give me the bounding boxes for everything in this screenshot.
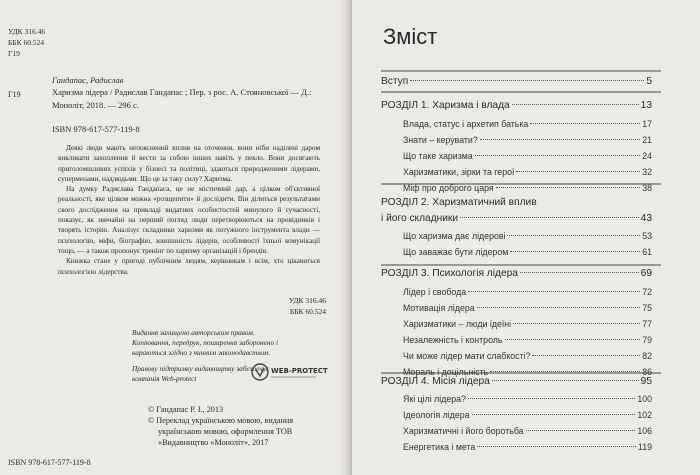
toc-entry-page: 77 [642,319,652,329]
dot-leader [460,217,639,218]
dot-leader [492,380,639,381]
dot-leader [410,80,644,81]
toc-entry-page: 13 [640,100,652,111]
copyright-block [148,404,338,448]
toc-entry[interactable] [403,335,652,345]
toc-entry-page: 102 [637,410,652,420]
abstract-paragraph: Деякі люди мають непояснений вплив на оточення, вони ніби наділені даром викликати захоплення й вести за собою інших навіть у пекло. Вони досягають приголомшливих успіхів у бізнесі та політиці, здаються природженими лідерами, суперменами, надлюдьми. Що це за таку силу? Харизма. [58,144,320,183]
copyright-line: © Гандапас Р. І., 2013 [148,405,224,414]
toc-entry[interactable] [403,231,652,241]
dot-leader [507,235,640,236]
toc-entry-label: Чи може лідер мати слабкості? [403,351,531,361]
dot-leader [513,323,640,324]
toc-entry-page: 69 [640,268,652,279]
toc-entry[interactable] [403,135,652,145]
toc-entry-label: Вступ [381,76,409,87]
toc-entry[interactable] [403,426,652,436]
toc-title: Зміст [383,24,438,49]
toc-entry-page: 86 [642,367,652,377]
toc-entry-label: Незалежність і контроль [403,335,503,345]
toc-entry[interactable] [403,287,652,297]
toc-entry[interactable] [403,247,652,257]
toc-entry-label: Харизматичні і його боротьба [403,426,524,436]
toc-entry-page: 38 [642,183,652,193]
dot-leader [496,187,641,188]
bibliographic-record: Харизма лідера / Радислав Гандапас ; Пер. з рос. А. Стояновської — Д.: Моноліт, 2018. — 296 с. [52,87,312,110]
toc-entry-page: 79 [642,335,652,345]
toc-entry-page: 61 [642,247,652,257]
toc-entry[interactable] [403,351,652,361]
dot-leader [532,355,640,356]
bbk-code: ББК 60.524 [289,307,326,316]
dot-leader [468,291,640,292]
toc-entry-label: Харизматики – люди ідеїні [403,319,512,329]
toc-entry-label: Мотивація лідера [403,303,475,313]
dot-leader [520,272,639,273]
toc-entry-page: 43 [640,213,652,224]
divider [381,70,661,72]
toc-entry[interactable] [403,319,652,329]
toc-entry[interactable] [403,410,652,420]
dot-leader [480,139,640,140]
divider [381,264,661,266]
toc-entry[interactable] [381,197,652,208]
toc-entry-label: Лідер і свобода [403,287,467,297]
toc-entry[interactable] [403,151,652,161]
toc-entry[interactable] [403,167,652,177]
toc-entry[interactable] [403,183,652,193]
udk-block-right [276,295,326,317]
dot-leader [468,398,635,399]
toc-entry-page: 53 [642,231,652,241]
toc-entry-page: 100 [637,394,652,404]
toc-entry-page: 5 [646,76,652,87]
toc-entry-label: Які цілі лідера? [403,394,466,404]
toc-entry[interactable] [381,213,652,224]
toc-entry[interactable] [403,394,652,404]
toc-entry-label: РОЗДІЛ 3. Психологія лідера [381,268,518,279]
toc-entry-label: Енергетика і мета [403,442,476,452]
copyright-warning: Видання захищено авторським правом. Копіювання, передрук, поширення заборонено і караються згідно з чинним законодавством. [132,328,279,357]
toc-entry-label: Знати – керувати? [403,135,478,145]
dot-leader [526,430,636,431]
udk-code: УДК 316.46 [8,27,46,36]
abstract [58,143,320,277]
toc-entry-label: Влада, статус і архетип батька [403,119,529,129]
toc-entry-page: 95 [640,376,652,387]
toc-entry-label: РОЗДІЛ 1. Харизма і влада [381,100,510,111]
dot-leader [516,171,640,172]
author-mark: Г19 [8,49,20,58]
dot-leader [472,414,636,415]
dot-leader [505,339,641,340]
abstract-paragraph: Книжка стане у пригоді публічним людям, керівникам і всім, хто цікавиться психологією лідерства. [58,257,320,276]
toc-entry[interactable] [381,376,652,387]
toc-entry[interactable] [381,100,652,111]
toc-entry-label: Що таке харизма [403,151,473,161]
legal-support-note: Правову підтримку видавництву забезпечує компанія Web-protect [132,364,270,383]
toc-entry-page: 72 [642,287,652,297]
toc-entry[interactable] [403,442,652,452]
author-line: Гандапас, Радислав [52,75,124,85]
toc-entry-page: 119 [637,442,652,452]
toc-entry-label: Ідеологія лідера [403,410,470,420]
isbn-main: ISBN 978-617-577-119-8 [52,124,140,134]
toc-entry-label: Міф про доброго царя [403,183,494,193]
toc-entry-label: Що заважає бути лідером [403,247,509,257]
toc-entry-label: Що харизма дає лідерові [403,231,506,241]
dot-leader [530,123,640,124]
isbn-bottom: ISBN 978-617-577-119-8 [8,458,91,467]
logo-text: WEB-PROTECT [271,367,328,375]
toc-entry-page: 21 [642,135,652,145]
toc-entry[interactable] [403,119,652,129]
toc-entry-page: 106 [637,426,652,436]
toc-entry-page: 75 [642,303,652,313]
toc-entry-page: 32 [642,167,652,177]
udk-block-top [8,26,45,59]
copyright-line: © Переклад українською мовою, видання українською мовою, оформлення ТОВ «Видавництво «Моноліт», 2017 [148,416,294,447]
dot-leader [512,104,639,105]
dot-leader [510,251,640,252]
toc-entry-label: РОЗДІЛ 2. Харизматичний вплив [381,197,537,208]
abstract-paragraph: На думку Радислава Гандапаса, це не містичний дар, а цілком об'єктивної реальності, яке цілком можна «розщепити» й дослідити. Він ділиться результатами свого дослідження на прикладі видатних особистостей минулого й сучасності, показує, як звичайні на перший погляд люди перетворюються на провідників і творять історію. Аналізує складники харизми як потужного інструмента влади — психологію, міфи, біографію, зовнішність лідерів, особливості їхньої комунікації тощо, — а також пропонує тренінг по харизму організацій і брендів. [58,185,320,255]
toc-entry-page: 17 [642,119,652,129]
toc-entry-page: 24 [642,151,652,161]
left-page [0,0,348,475]
toc-entry[interactable] [381,76,652,87]
dot-leader [475,155,641,156]
toc-entry-label: і його складники [381,213,459,224]
toc-entry[interactable] [381,268,652,279]
dot-leader [477,307,641,308]
catalog-mark: Г19 [8,90,21,99]
toc-entry-page: 82 [642,351,652,361]
udk-code: УДК 316.46 [288,296,326,305]
toc-entry-label: Мораль і доцільність [403,367,489,377]
divider [381,91,661,93]
web-protect-logo [250,360,328,384]
dot-leader [477,446,636,447]
toc-entry[interactable] [403,303,652,313]
bbk-code: ББК 60.524 [8,38,45,47]
dot-leader [490,371,640,372]
toc-entry-label: РОЗДІЛ 4. Місія лідера [381,376,490,387]
toc-entry-label: Харизматики, зірки та герої [403,167,515,177]
